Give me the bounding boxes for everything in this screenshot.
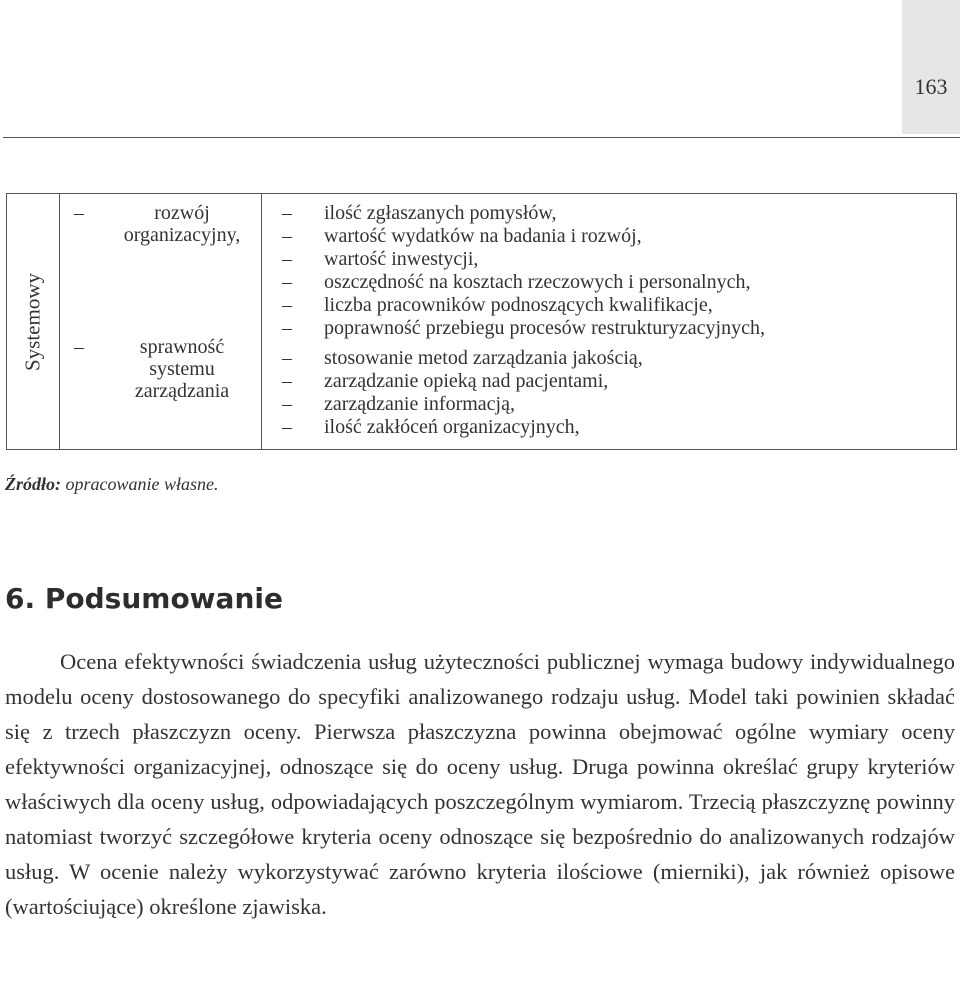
dash-bullet: –: [282, 271, 292, 293]
dash-bullet: –: [282, 248, 292, 270]
category-label: Systemowy: [20, 272, 45, 371]
list-item: [262, 347, 956, 370]
area-label: sprawność systemu zarządzania: [134, 336, 230, 402]
list-item: [262, 370, 956, 393]
indicator-text: liczba pracowników podnoszących kwalifikacje,: [324, 294, 713, 316]
dash-bullet: –: [282, 317, 292, 339]
area-label: rozwój organizacyjny,: [123, 202, 241, 246]
criteria-table: [6, 193, 957, 450]
page-number-tab: [902, 0, 960, 134]
group-gap: [262, 340, 956, 347]
indicator-text: oszczędność na kosztach rzeczowych i personalnych,: [324, 271, 751, 293]
indicator-text: wartość inwestycji,: [324, 248, 479, 270]
summary-paragraph: Ocena efektywności świadczenia usług użyteczności publicznej wymaga budowy indywidualnego modelu oceny dostosowanego do specyfiki analizowanego rodzaju usług. Model taki powinien składać się z trzech płaszczyzn oceny. Pierwsza płaszczyzna powinna obejmować ogólne wymiary oceny efektywności organizacyjnej, odnoszące się do oceny usług. Druga powinna określać grupy kryteriów właściwych dla oceny usług, odpowiadających poszczególnym wymiarom. Trzecią płaszczyznę powinny natomiast tworzyć szczegółowe kryteria oceny odnoszące się bezpośrednio do analizowanych rodzajów usług. W ocenie należy wykorzystywać zarówno kryteria ilościowe (mierniki), jak również opisowe (wartościujące) określone zjawiska.: [5, 649, 955, 919]
dash-bullet: –: [282, 416, 292, 438]
source-label: Źródło:: [5, 474, 61, 494]
area-item: [60, 202, 261, 246]
section-title: 6. Podsumowanie: [5, 582, 283, 615]
source-note: [5, 474, 219, 495]
dash-bullet: –: [282, 347, 292, 369]
list-item: [262, 248, 956, 271]
header-rule: [3, 137, 960, 138]
source-text: opracowanie własne.: [65, 474, 219, 494]
dash-bullet: –: [282, 294, 292, 316]
list-item: [262, 271, 956, 294]
dash-bullet: –: [282, 393, 292, 415]
list-item: [262, 294, 956, 317]
indicator-text: wartość wydatków na badania i rozwój,: [324, 225, 642, 247]
table-row: [7, 194, 957, 450]
indicators-cell: [262, 194, 957, 450]
list-item: [262, 393, 956, 416]
area-cell: [60, 194, 262, 450]
area-item: [60, 336, 261, 402]
dash-bullet: –: [282, 370, 292, 392]
dash-bullet: –: [282, 225, 292, 247]
indicator-text: zarządzanie opieką nad pacjentami,: [324, 370, 609, 392]
indicator-list: [262, 202, 956, 439]
list-item: [262, 202, 956, 225]
indicator-text: stosowanie metod zarządzania jakością,: [324, 347, 643, 369]
indicator-text: ilość zakłóceń organizacyjnych,: [324, 416, 580, 438]
dash-bullet: –: [74, 202, 84, 224]
list-item: [262, 416, 956, 439]
indicator-text: zarządzanie informacją,: [324, 393, 515, 415]
indicator-text: poprawność przebiegu procesów restrukturyzacyjnych,: [324, 317, 765, 339]
list-item: [262, 317, 956, 340]
list-item: [262, 225, 956, 248]
indicator-text: ilość zgłaszanych pomysłów,: [324, 202, 557, 224]
dash-bullet: –: [74, 336, 84, 358]
dash-bullet: –: [282, 202, 292, 224]
category-cell: [7, 194, 60, 450]
page-number: 163: [914, 74, 948, 99]
